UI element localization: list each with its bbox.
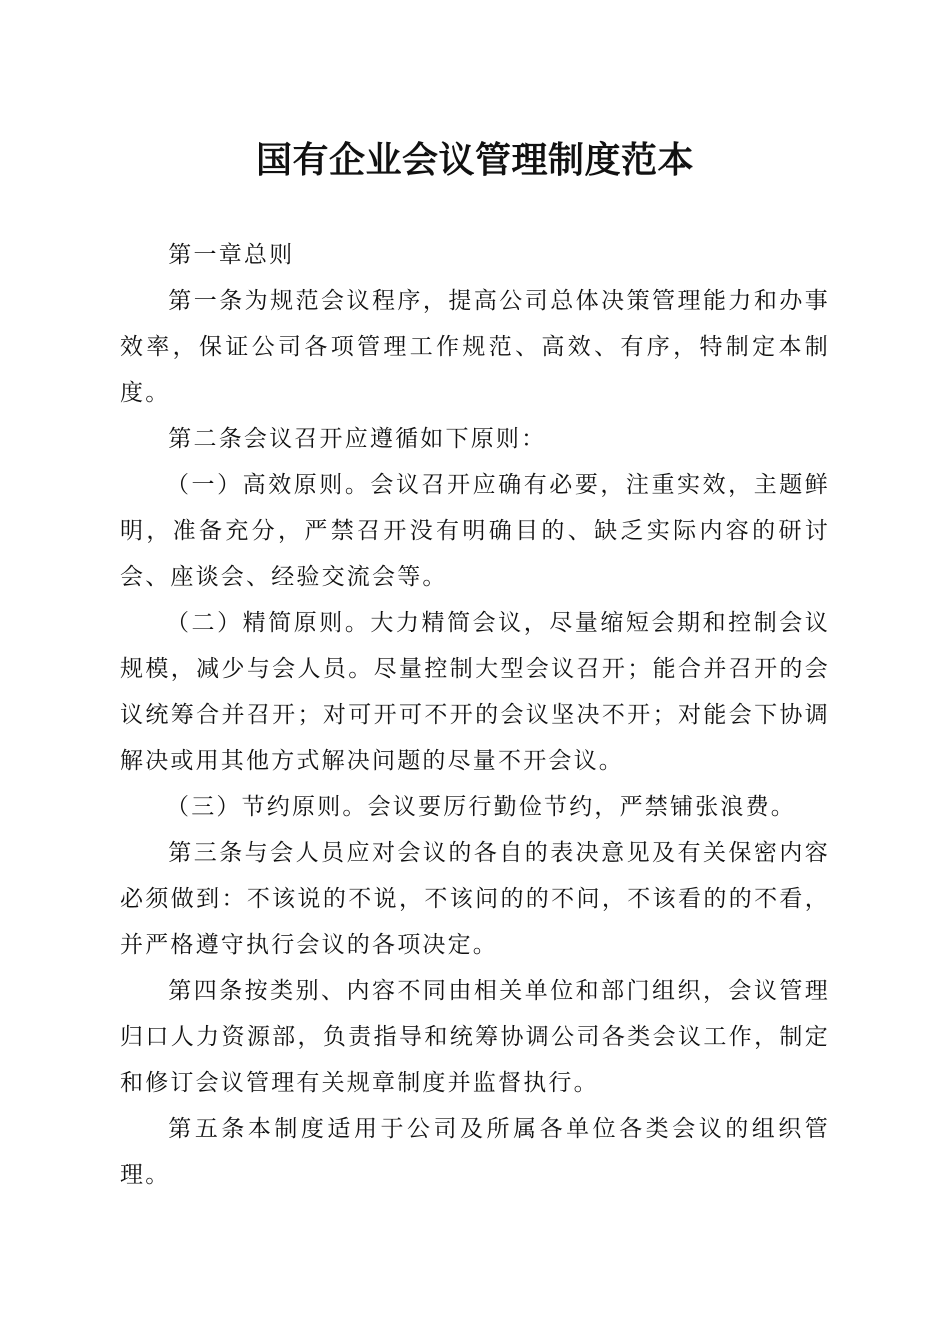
principle-thrift: （三）节约原则。会议要厉行勤俭节约，严禁铺张浪费。 (166, 794, 796, 820)
document-body (120, 232, 830, 1198)
article-5: 第五条本制度适用于公司及所属各单位各类会议的组织管理。 (120, 1116, 830, 1188)
principle-efficiency: （一）高效原则。会议召开应确有必要，注重实效，主题鲜明，准备充分，严禁召开没有明确目的、缺乏实际内容的研讨会、座谈会、经验交流会等。 (120, 472, 830, 590)
article-3: 第三条与会人员应对会议的各自的表决意见及有关保密内容必须做到：不该说的不说，不该问的的不问，不该看的的不看，并严格遵守执行会议的各项决定。 (120, 840, 830, 958)
document-title: 国有企业会议管理制度范本 (255, 139, 694, 181)
article-1: 第一条为规范会议程序，提高公司总体决策管理能力和办事效率，保证公司各项管理工作规范、高效、有序，特制定本制度。 (120, 288, 830, 406)
article-4: 第四条按类别、内容不同由相关单位和部门组织，会议管理归口人力资源部，负责指导和统筹协调公司各类会议工作，制定和修订会议管理有关规章制度并监督执行。 (120, 978, 830, 1096)
article-2: 第二条会议召开应遵循如下原则： (168, 426, 547, 452)
principle-simplicity: （二）精简原则。大力精简会议，尽量缩短会期和控制会议规模，减少与会人员。尽量控制大型会议召开；能合并召开的会议统筹合并召开；对可开可不开的会议坚决不开；对能会下协调解决或用其他方式解决问题的尽量不开会议。 (120, 610, 830, 774)
chapter-heading: 第一章总则 (168, 242, 295, 268)
